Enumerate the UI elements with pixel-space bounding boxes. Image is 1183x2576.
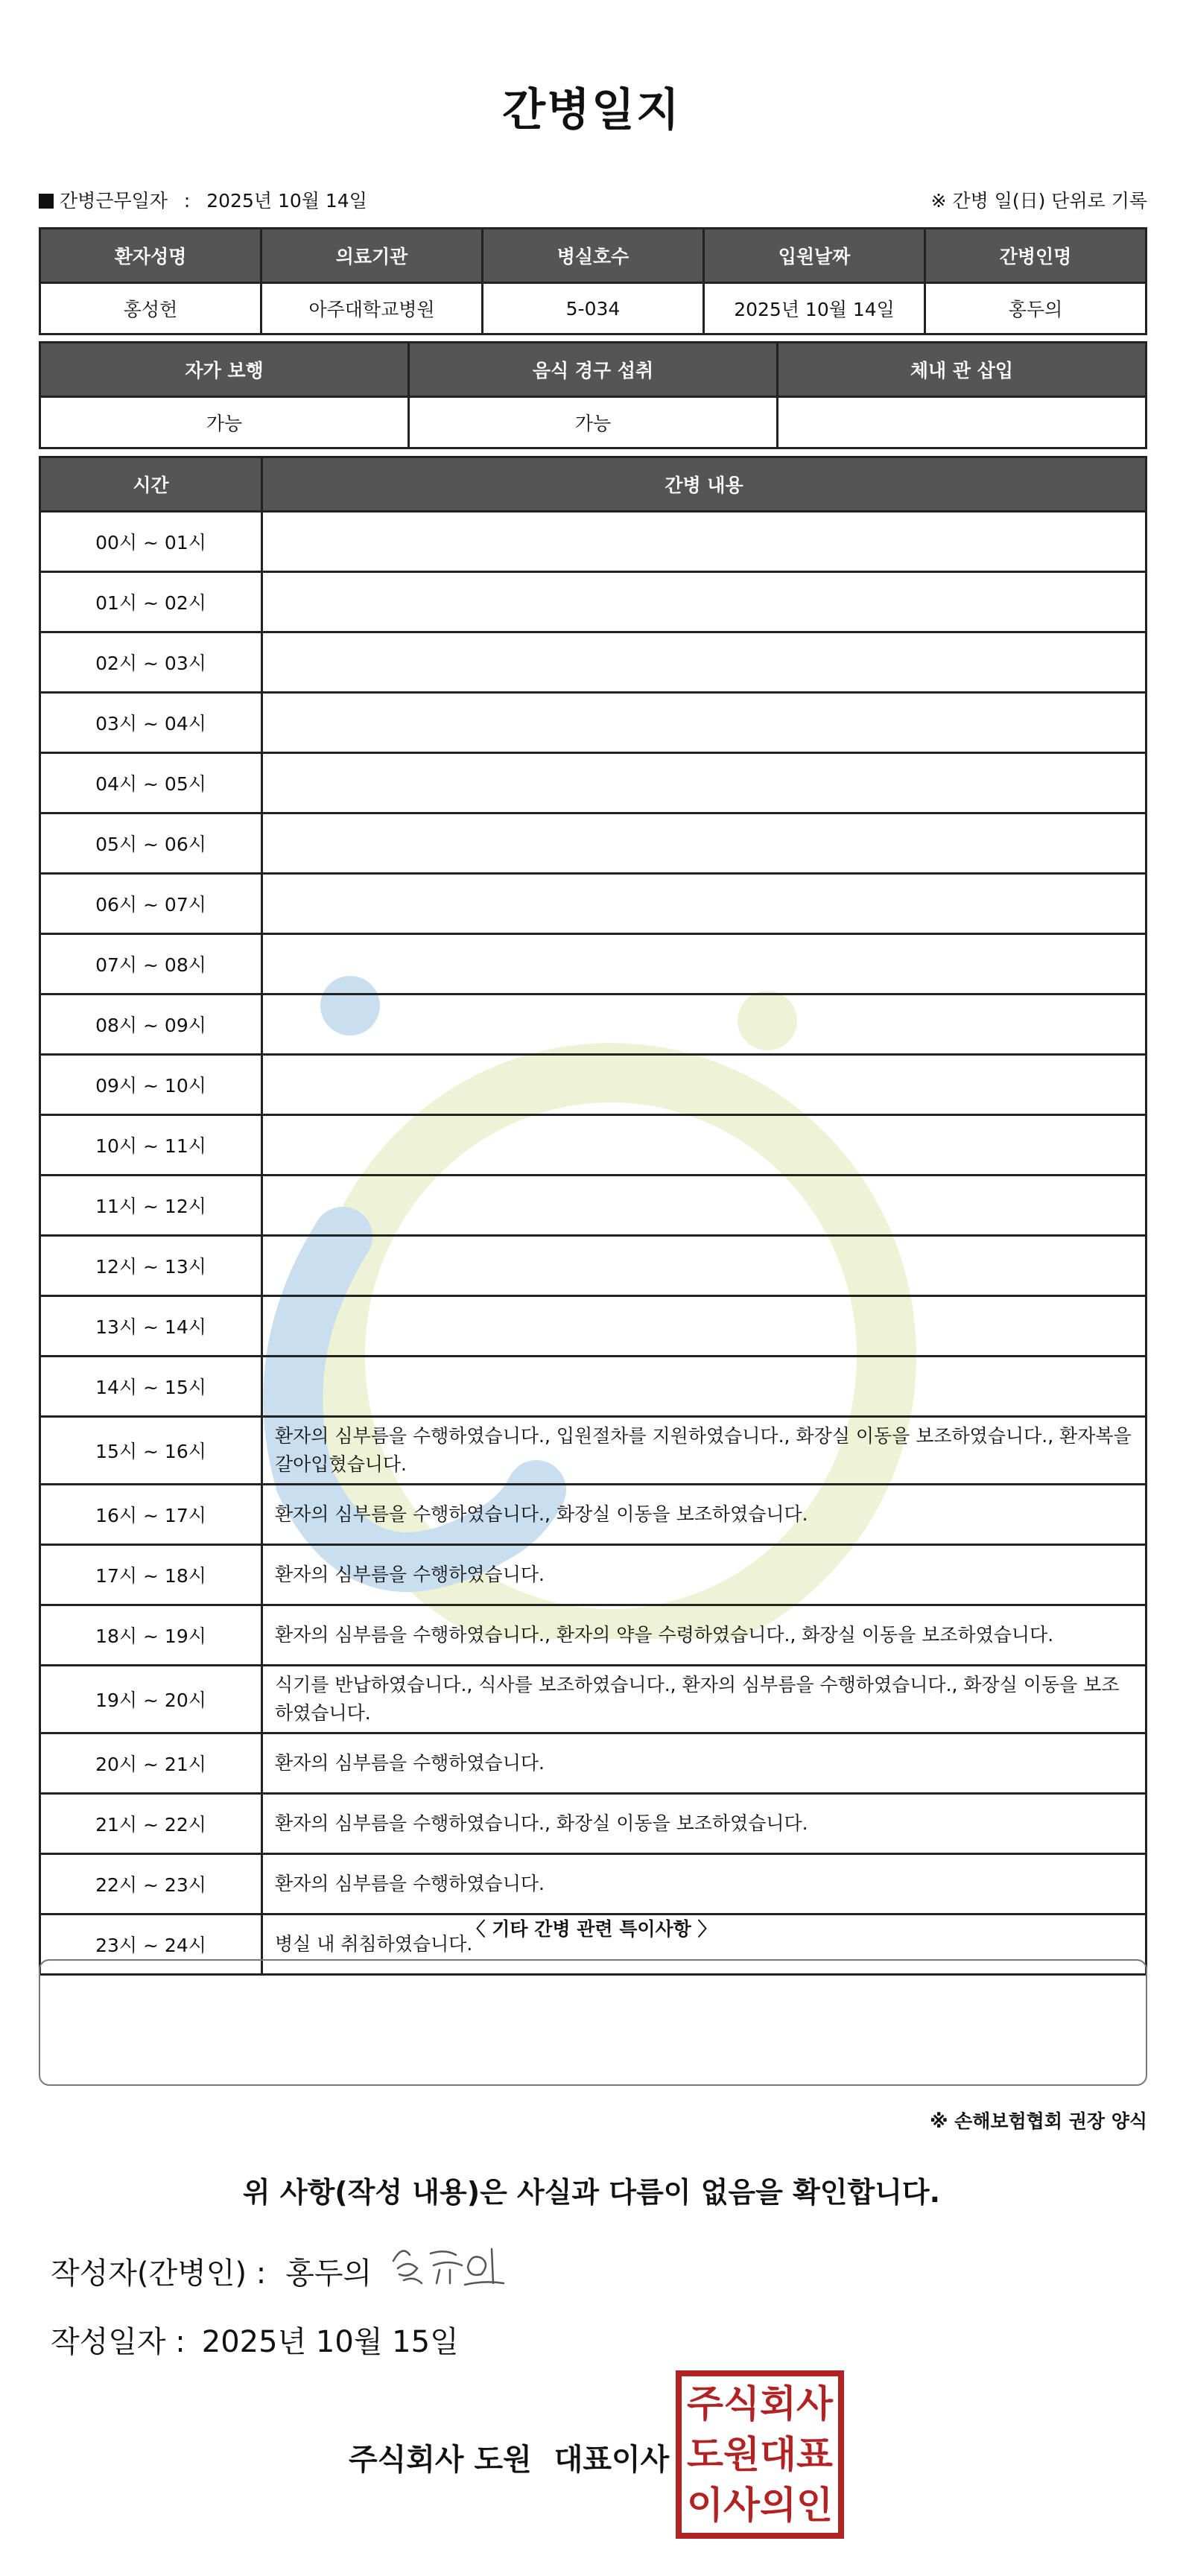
table-header-cell: 입원날짜 bbox=[704, 229, 925, 283]
table-header-cell: 간병인명 bbox=[925, 229, 1146, 283]
writer-label: 작성자(간병인) : bbox=[51, 2256, 267, 2291]
time-cell: 03시 ~ 04시 bbox=[40, 693, 262, 753]
company-name: 주식회사 도원 bbox=[349, 2443, 532, 2477]
table-row bbox=[40, 693, 1146, 753]
table-row bbox=[40, 1733, 1146, 1794]
company-ceo-title: 대표이사 bbox=[554, 2443, 670, 2477]
table-header-row bbox=[40, 457, 1146, 512]
care-content-cell: 환자의 심부름을 수행하였습니다. bbox=[262, 1733, 1146, 1794]
care-log-body bbox=[40, 512, 1146, 1975]
care-content-cell bbox=[262, 874, 1146, 934]
time-cell: 00시 ~ 01시 bbox=[40, 512, 262, 572]
table-row bbox=[40, 1854, 1146, 1914]
time-cell: 19시 ~ 20시 bbox=[40, 1666, 262, 1733]
table-header-cell: 자가 보행 bbox=[40, 343, 409, 397]
care-content-cell: 병실 내 취침하였습니다. bbox=[262, 1914, 1146, 1975]
recommended-form-note: ※ 손해보험협회 권장 양식 bbox=[930, 2110, 1147, 2132]
work-date-label: 간병근무일자 bbox=[60, 190, 168, 212]
patient-name-cell: 홍성헌 bbox=[40, 283, 261, 334]
time-header: 시간 bbox=[40, 457, 262, 512]
care-content-cell bbox=[262, 753, 1146, 813]
care-content-cell bbox=[262, 934, 1146, 994]
care-log-table bbox=[39, 456, 1147, 1976]
table-row bbox=[40, 813, 1146, 874]
tube-insertion-cell bbox=[778, 397, 1146, 448]
time-cell: 05시 ~ 06시 bbox=[40, 813, 262, 874]
table-header-cell: 병실호수 bbox=[483, 229, 704, 283]
writer-row bbox=[51, 2250, 372, 2292]
table-row bbox=[40, 512, 1146, 572]
time-cell: 22시 ~ 23시 bbox=[40, 1854, 262, 1914]
care-content-cell: 환자의 심부름을 수행하였습니다. bbox=[262, 1545, 1146, 1605]
care-content-cell bbox=[262, 994, 1146, 1055]
table-row bbox=[40, 1055, 1146, 1115]
company-signature-row bbox=[349, 2436, 669, 2478]
seal-text-line: 도원대표 bbox=[687, 2433, 834, 2476]
hospital-cell: 아주대학교병원 bbox=[261, 283, 483, 334]
care-content-cell bbox=[262, 1236, 1146, 1296]
time-cell: 13시 ~ 14시 bbox=[40, 1296, 262, 1357]
time-cell: 06시 ~ 07시 bbox=[40, 874, 262, 934]
work-date-separator: : bbox=[183, 190, 191, 212]
table-row bbox=[40, 1666, 1146, 1733]
care-content-cell bbox=[262, 1296, 1146, 1357]
table-row bbox=[40, 397, 1146, 448]
care-content-cell bbox=[262, 512, 1146, 572]
table-header-cell: 음식 경구 섭취 bbox=[409, 343, 778, 397]
seal-text-line: 이사의인 bbox=[687, 2484, 833, 2527]
page-title: 간병일지 bbox=[502, 84, 681, 136]
special-notes-box bbox=[39, 1959, 1147, 2086]
table-row bbox=[40, 1605, 1146, 1666]
table-row bbox=[40, 874, 1146, 934]
time-cell: 15시 ~ 16시 bbox=[40, 1417, 262, 1485]
table-row bbox=[40, 1357, 1146, 1417]
work-date-value: 2025년 10월 14일 bbox=[206, 190, 367, 212]
work-date bbox=[39, 186, 367, 213]
special-notes-label: 〈 기타 간병 관련 특이사항 〉 bbox=[466, 1918, 717, 1940]
table-row bbox=[40, 934, 1146, 994]
write-date-row bbox=[51, 2318, 459, 2361]
patient-ability-table bbox=[39, 341, 1147, 449]
time-cell: 20시 ~ 21시 bbox=[40, 1733, 262, 1794]
patient-info-table bbox=[39, 227, 1147, 335]
time-cell: 10시 ~ 11시 bbox=[40, 1115, 262, 1176]
care-content-cell: 환자의 심부름을 수행하였습니다., 입원절차를 지원하였습니다., 화장실 이동을 보조하였습니다., 환자복을 갈아입혔습니다. bbox=[262, 1417, 1146, 1485]
care-content-cell bbox=[262, 1115, 1146, 1176]
care-content-cell: 환자의 심부름을 수행하였습니다., 화장실 이동을 보조하였습니다. bbox=[262, 1794, 1146, 1854]
care-content-cell bbox=[262, 693, 1146, 753]
time-cell: 17시 ~ 18시 bbox=[40, 1545, 262, 1605]
table-row bbox=[40, 1236, 1146, 1296]
care-content-cell bbox=[262, 1357, 1146, 1417]
table-row bbox=[40, 753, 1146, 813]
caregiver-name-cell: 홍두의 bbox=[925, 283, 1146, 334]
time-cell: 09시 ~ 10시 bbox=[40, 1055, 262, 1115]
time-cell: 18시 ~ 19시 bbox=[40, 1605, 262, 1666]
table-row bbox=[40, 1115, 1146, 1176]
record-unit-note: ※ 간병 일(日) 단위로 기록 bbox=[930, 190, 1147, 212]
admission-date-cell: 2025년 10월 14일 bbox=[704, 283, 925, 334]
table-row bbox=[40, 632, 1146, 693]
self-walking-cell: 가능 bbox=[40, 397, 409, 448]
write-date-value: 2025년 10월 15일 bbox=[201, 2325, 459, 2359]
table-row bbox=[40, 572, 1146, 632]
table-header-cell: 환자성명 bbox=[40, 229, 261, 283]
care-content-header: 간병 내용 bbox=[262, 457, 1146, 512]
writer-name: 홍두의 bbox=[285, 2256, 372, 2291]
write-date-label: 작성일자 : bbox=[51, 2325, 185, 2359]
time-cell: 12시 ~ 13시 bbox=[40, 1236, 262, 1296]
care-content-cell bbox=[262, 1055, 1146, 1115]
care-content-cell: 환자의 심부름을 수행하였습니다., 화장실 이동을 보조하였습니다. bbox=[262, 1485, 1146, 1545]
table-row bbox=[40, 994, 1146, 1055]
time-cell: 08시 ~ 09시 bbox=[40, 994, 262, 1055]
seal-text-line: 주식회사 bbox=[687, 2382, 834, 2426]
care-content-cell bbox=[262, 813, 1146, 874]
time-cell: 21시 ~ 22시 bbox=[40, 1794, 262, 1854]
time-cell: 04시 ~ 05시 bbox=[40, 753, 262, 813]
time-cell: 07시 ~ 08시 bbox=[40, 934, 262, 994]
table-row bbox=[40, 283, 1146, 334]
table-row bbox=[40, 1485, 1146, 1545]
care-content-cell bbox=[262, 572, 1146, 632]
care-content-cell: 식기를 반납하였습니다., 식사를 보조하였습니다., 환자의 심부름을 수행하였습니다., 화장실 이동을 보조하였습니다. bbox=[262, 1666, 1146, 1733]
table-header-cell: 의료기관 bbox=[261, 229, 483, 283]
time-cell: 14시 ~ 15시 bbox=[40, 1357, 262, 1417]
table-header-cell: 체내 관 삽입 bbox=[778, 343, 1146, 397]
square-bullet-icon bbox=[39, 194, 54, 209]
room-number-cell: 5-034 bbox=[483, 283, 704, 334]
table-header-row bbox=[40, 229, 1146, 283]
work-date-row bbox=[39, 186, 1147, 219]
care-content-cell bbox=[262, 1176, 1146, 1236]
table-row bbox=[40, 1417, 1146, 1485]
time-cell: 02시 ~ 03시 bbox=[40, 632, 262, 693]
company-seal-stamp bbox=[674, 2369, 846, 2540]
oral-intake-cell: 가능 bbox=[409, 397, 778, 448]
time-cell: 23시 ~ 24시 bbox=[40, 1914, 262, 1975]
care-content-cell bbox=[262, 632, 1146, 693]
table-row bbox=[40, 1794, 1146, 1854]
table-header-row bbox=[40, 343, 1146, 397]
table-row bbox=[40, 1545, 1146, 1605]
table-row bbox=[40, 1296, 1146, 1357]
care-content-cell: 환자의 심부름을 수행하였습니다. bbox=[262, 1854, 1146, 1914]
time-cell: 11시 ~ 12시 bbox=[40, 1176, 262, 1236]
care-content-cell: 환자의 심부름을 수행하였습니다., 환자의 약을 수령하였습니다., 화장실 이동을 보조하였습니다. bbox=[262, 1605, 1146, 1666]
table-row bbox=[40, 1176, 1146, 1236]
time-cell: 16시 ~ 17시 bbox=[40, 1485, 262, 1545]
handwritten-signature bbox=[387, 2231, 507, 2291]
confirmation-statement: 위 사항(작성 내용)은 사실과 다름이 없음을 확인합니다. bbox=[242, 2176, 941, 2209]
time-cell: 01시 ~ 02시 bbox=[40, 572, 262, 632]
